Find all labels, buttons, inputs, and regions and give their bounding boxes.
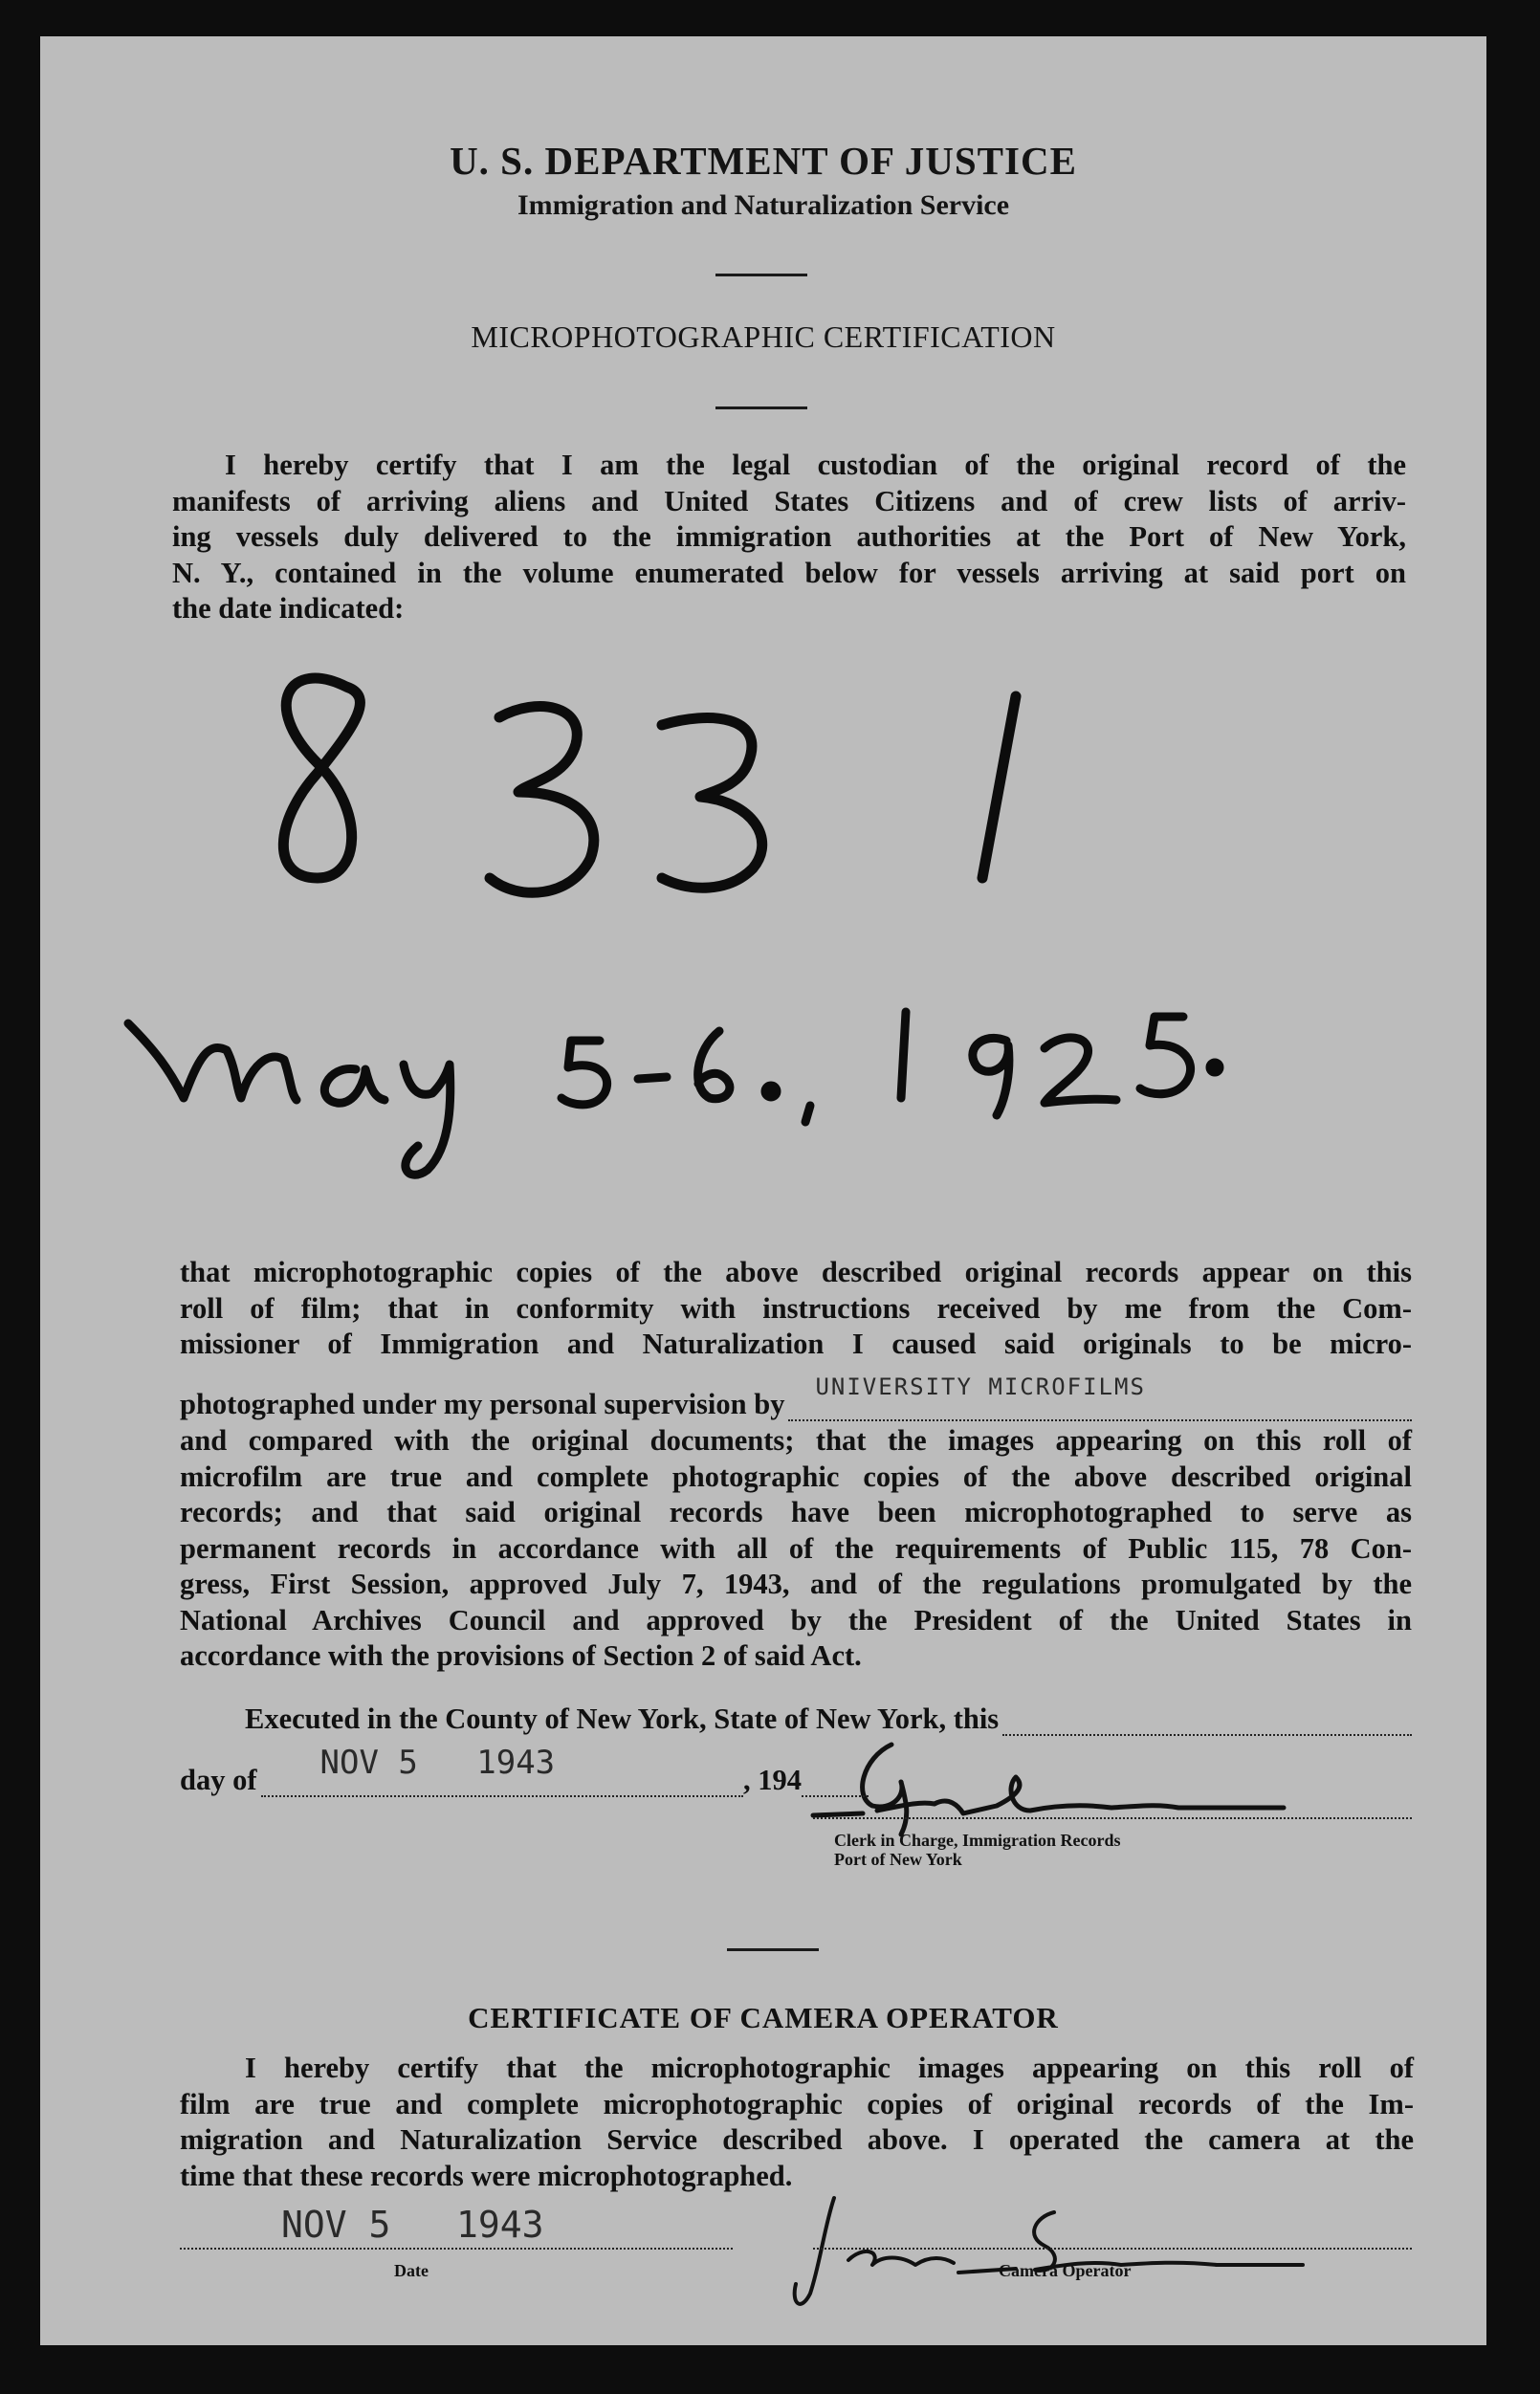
text-line: accordance with the provisions of Section 2 of said Act. (180, 1639, 862, 1672)
supervision-prefix: photographed under my personal supervision by (180, 1388, 785, 1420)
text-line: film are true and complete microphotographic copies of original records of the Im- (180, 2087, 1414, 2120)
text-line: National Archives Council and approved by the President of the United States in (180, 1603, 1412, 1636)
clerk-caption (834, 1831, 1120, 1869)
day-of-fill-line (261, 1744, 744, 1797)
date-stamp: NOV 5 1943 (281, 2204, 544, 2246)
camera-certificate-title: CERTIFICATE OF CAMERA OPERATOR (468, 2001, 1059, 2034)
camera-paragraph (180, 2051, 1414, 2194)
text-line: gress, First Session, approved July 7, 1943, and of the regulations promulgated by the (180, 1568, 1412, 1600)
body-paragraph (180, 1255, 1412, 1363)
text-line: time that these records were microphotographed. (180, 2159, 793, 2192)
supervision-line (180, 1373, 1412, 1421)
year-fill-line (802, 1767, 869, 1797)
operator-signature-line (813, 2248, 1412, 2250)
handwritten-date (128, 1012, 1220, 1175)
day-fill-line (1002, 1705, 1412, 1736)
text-line: roll of film; that in conformity with instructions received by me from the Com- (180, 1291, 1412, 1325)
text-line: that microphotographic copies of the above described original records appear on this (180, 1256, 1412, 1288)
day-of-stamp: NOV 5 1943 (319, 1744, 556, 1782)
supervision-fill-line (788, 1373, 1412, 1421)
clerk-signature (813, 1745, 1284, 1834)
certification-title: MICROPHOTOGRAPHIC CERTIFICATION (471, 319, 1056, 354)
day-of-label: day of (180, 1764, 257, 1796)
text-line: and compared with the original documents; that the images appearing on this roll of (180, 1424, 1412, 1457)
clerk-signature-line (813, 1817, 1412, 1819)
handwriting-layer (40, 36, 1486, 2345)
date-line (180, 2248, 733, 2250)
text-line: N. Y., contained in the volume enumerated below for vessels arriving at said port on (172, 556, 1406, 589)
body-paragraph-continued (180, 1423, 1412, 1675)
executed-line (245, 1702, 1412, 1736)
camera-operator-label: Camera Operator (999, 2261, 1132, 2280)
text-line: manifests of arriving aliens and United States Citizens and of crew lists of arriv- (172, 484, 1406, 517)
text-line: I hereby certify that I am the legal custodian of the original record of the (225, 449, 1406, 481)
department-heading: U. S. DEPARTMENT OF JUSTICE (450, 139, 1077, 183)
clerk-title: Clerk in Charge, Immigration Records (834, 1831, 1121, 1850)
text-line: migration and Naturalization Service described above. I operated the camera at the (180, 2123, 1414, 2156)
text-line: microfilm are true and complete photographic copies of the above described original (180, 1460, 1412, 1493)
operator-signature (795, 2198, 1303, 2304)
text-line: records; and that said original records have been microphotographed to serve as (180, 1496, 1412, 1528)
date-label: Date (394, 2261, 429, 2280)
text-line: missioner of Immigration and Naturalization I caused said originals to be micro- (180, 1328, 1412, 1360)
supervision-stamp: UNIVERSITY MICROFILMS (815, 1373, 1146, 1400)
text-line: I hereby certify that the microphotographic images appearing on this roll of (245, 2052, 1414, 2084)
certificate-page (40, 36, 1486, 2345)
executed-text: Executed in the County of New York, State of New York, this (245, 1702, 1000, 1735)
text-line: the date indicated: (172, 592, 405, 625)
year-prefix: , 194 (743, 1764, 802, 1796)
day-of-line (180, 1744, 869, 1797)
handwritten-volume-number (283, 678, 1016, 892)
text-line: ing vessels duly delivered to the immigration authorities at the Port of New York, (172, 520, 1406, 553)
clerk-port: Port of New York (834, 1850, 962, 1869)
divider (727, 1948, 819, 1951)
service-subheading: Immigration and Naturalization Service (517, 189, 1010, 221)
text-line: permanent records in accordance with all of the requirements of Public 115, 78 Con- (180, 1531, 1412, 1565)
